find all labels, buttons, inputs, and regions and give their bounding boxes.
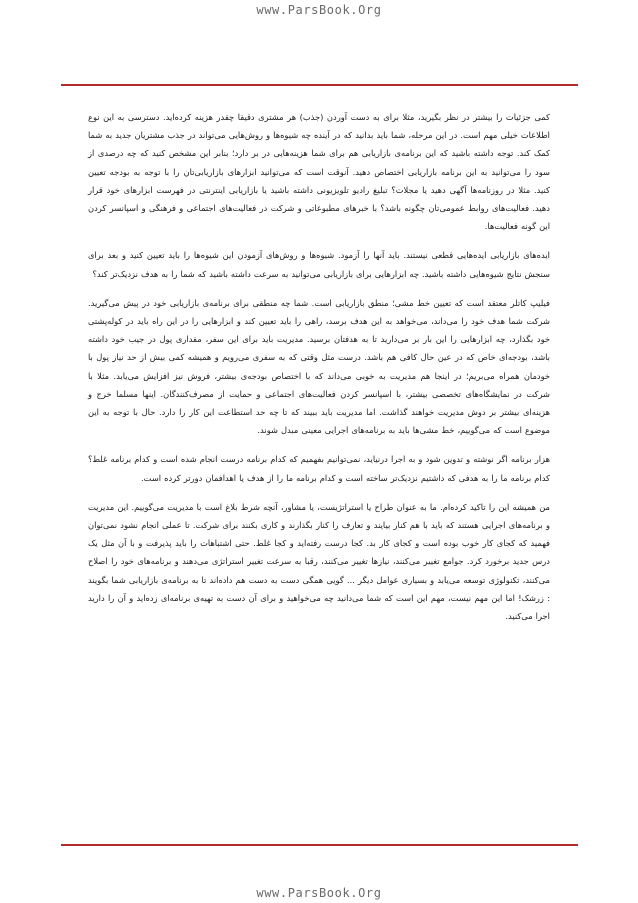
paragraph-2: ایده‌های بازاریابی ایده‌هایی قطعی نیستند. باید آنها را آزمود. شیوه‌ها و روش‌های آزمودن این شیوه‌ها را باید تعیین کنید و بعد برای سنجش نتایج شیوه‌هایی داشته باشید. چه ابزارهایی برای بازاریابی می‌توانید به سرعت داشته باشید که شما را به هدف نزدیک‌تر کند؟ (88, 250, 550, 279)
paragraph-1: کمی جزئیات را بیشتر در نظر بگیرید، مثلا برای به دست آوردن (جذب) هر مشتری دقیقا چقدر هزینه کرده‌اید. دسترسی به این نوع اطلاعات خیلی مهم است. در این مرحله، شما باید بدانید که در آینده چه شیوه‌ها و روش‌هایی می‌تواند در جذب مشتریان جدید به شما کمک کند. توجه داشته باشید که این برنامه‌ی بازاریابی هم برای شما هزینه‌هایی در بر دارد؛ بنابر این مشخص کنید که چه درصدی از سود را می‌توانید به این برنامه بازاریابی اختصاص دهید. آنوقت است که می‌توانید ابزارهای بازاریابی‌تان را با توجه به بودجه تعیین کنید. مثلا در روزنامه‌ها آگهی دهید یا مجلات؟ تبلیغ رادیو تلویزیونی داشته باشید یا بازاریابی اینترنتی در فهرست ابزارهای خود قرار دهید. فعالیت‌های روابط عمومی‌تان چگونه باشد؟ با خبرهای مطبوعاتی و شرکت در فعالیت‌های اجتماعی و فرهنگی و اسپانسر کردن این گونه فعالیت‌ها. (88, 112, 550, 232)
paragraph-5: من همیشه این را تاکید کرده‌ام. ما به عنوان طراح یا استراتژیست، یا مشاور، آنچه شرط بلاغ است با مدیریت می‌گوییم. این مدیریت و برنامه‌های اجرایی هستند که باید با هم کنار بیایند و تعارف را کنار بگذارند و کاری بکنند برای شرکت. تا عملی انجام نشود نمی‌توان فهمید که کجای کار خوب بوده است و کجای کار بد. کجا درست رفته‌اید و کجا غلط. حتی اشتباهات را باید پذیرفت و با آن مثل یک درس جدید برخورد کرد. جوامع تغییر می‌کنند، نیازها تغییر می‌کنند، رقبا به سرعت تغییر استراتژی می‌دهند و برنامه‌های خود را اصلاح می‌کنند، تکنولوژی توسعه می‌یابد و بسیاری عوامل دیگر ... گویی همگی دست به دست هم داده‌اند تا به برنامه‌ی بازاریابی شما بگویند : زرشک! اما این مهم نیست، مهم این است که شما می‌دانید چه می‌خواهید و برای آن دست به تهیه‌ی برنامه‌ای زده‌اید و آن را دارید اجرا می‌کنید. (88, 501, 550, 622)
header-rule (61, 84, 578, 86)
footer-url[interactable]: www.ParsBook.Org (256, 886, 382, 900)
footer-rule (61, 844, 578, 846)
paragraph-4: هزار برنامه اگر نوشته و تدوین شود و به اجرا درنیاید، نمی‌توانیم بفهمیم که کدام برنامه درست انجام شده است و کدام برنامه غلط؟ کدام برنامه ما را به هدفی که داشتیم نزدیک‌تر ساخته است و کدام برنامه ما را از هدف یا اهدافمان دورتر کرده است. (88, 454, 550, 483)
body-text (88, 108, 550, 636)
paragraph-3: فیلیپ کاتلر معتقد است که تعیین خط مشی؛ منطق بازاریابی است. شما چه منطقی برای برنامه‌ی بازاریابی خود در پیش می‌گیرید. شرکت شما هدف خود را می‌داند، می‌خواهد به این هدف برسد، راهی را باید تعیین کند و ابزارهایی را در این راه باید در کوله‌پشتی خود بگذارد، چه ابزارهایی را این بار بر می‌دارید تا به هدفتان برسید. مدیریت باید برای این سفر، مقداری پول در جیب خود داشته باشد، بودجه‌ای خاص که در عین حال کافی هم باشد. درست مثل وقتی که به سفری می‌رویم و همیشه کمی بیش از حد نیاز پول با خودمان همراه می‌بریم؛ در اینجا هم مدیریت به خوبی می‌داند که با اختصاص بودجه‌ی بیشتر، فروش نیز افزایش می‌یابد. مثلا با شرکت در نمایشگاه‌های تخصصی بیشتر، با اسپانسر کردن فعالیت‌های اجتماعی و حمایت از مصرف‌کنندگان. اینها مسلما خرج و هزینه‌ای بیشتر بر دوش مدیریت خواهند گذاشت. اما مدیریت باید ببیند که تا چه حد استطاعت این کار را دارد. حال با توجه به این موضوع است که می‌گوییم، خط مشی‌ها باید به برنامه‌های اجرایی معینی مبدل شوند. (88, 297, 550, 436)
header-url[interactable]: www.ParsBook.Org (256, 3, 382, 17)
